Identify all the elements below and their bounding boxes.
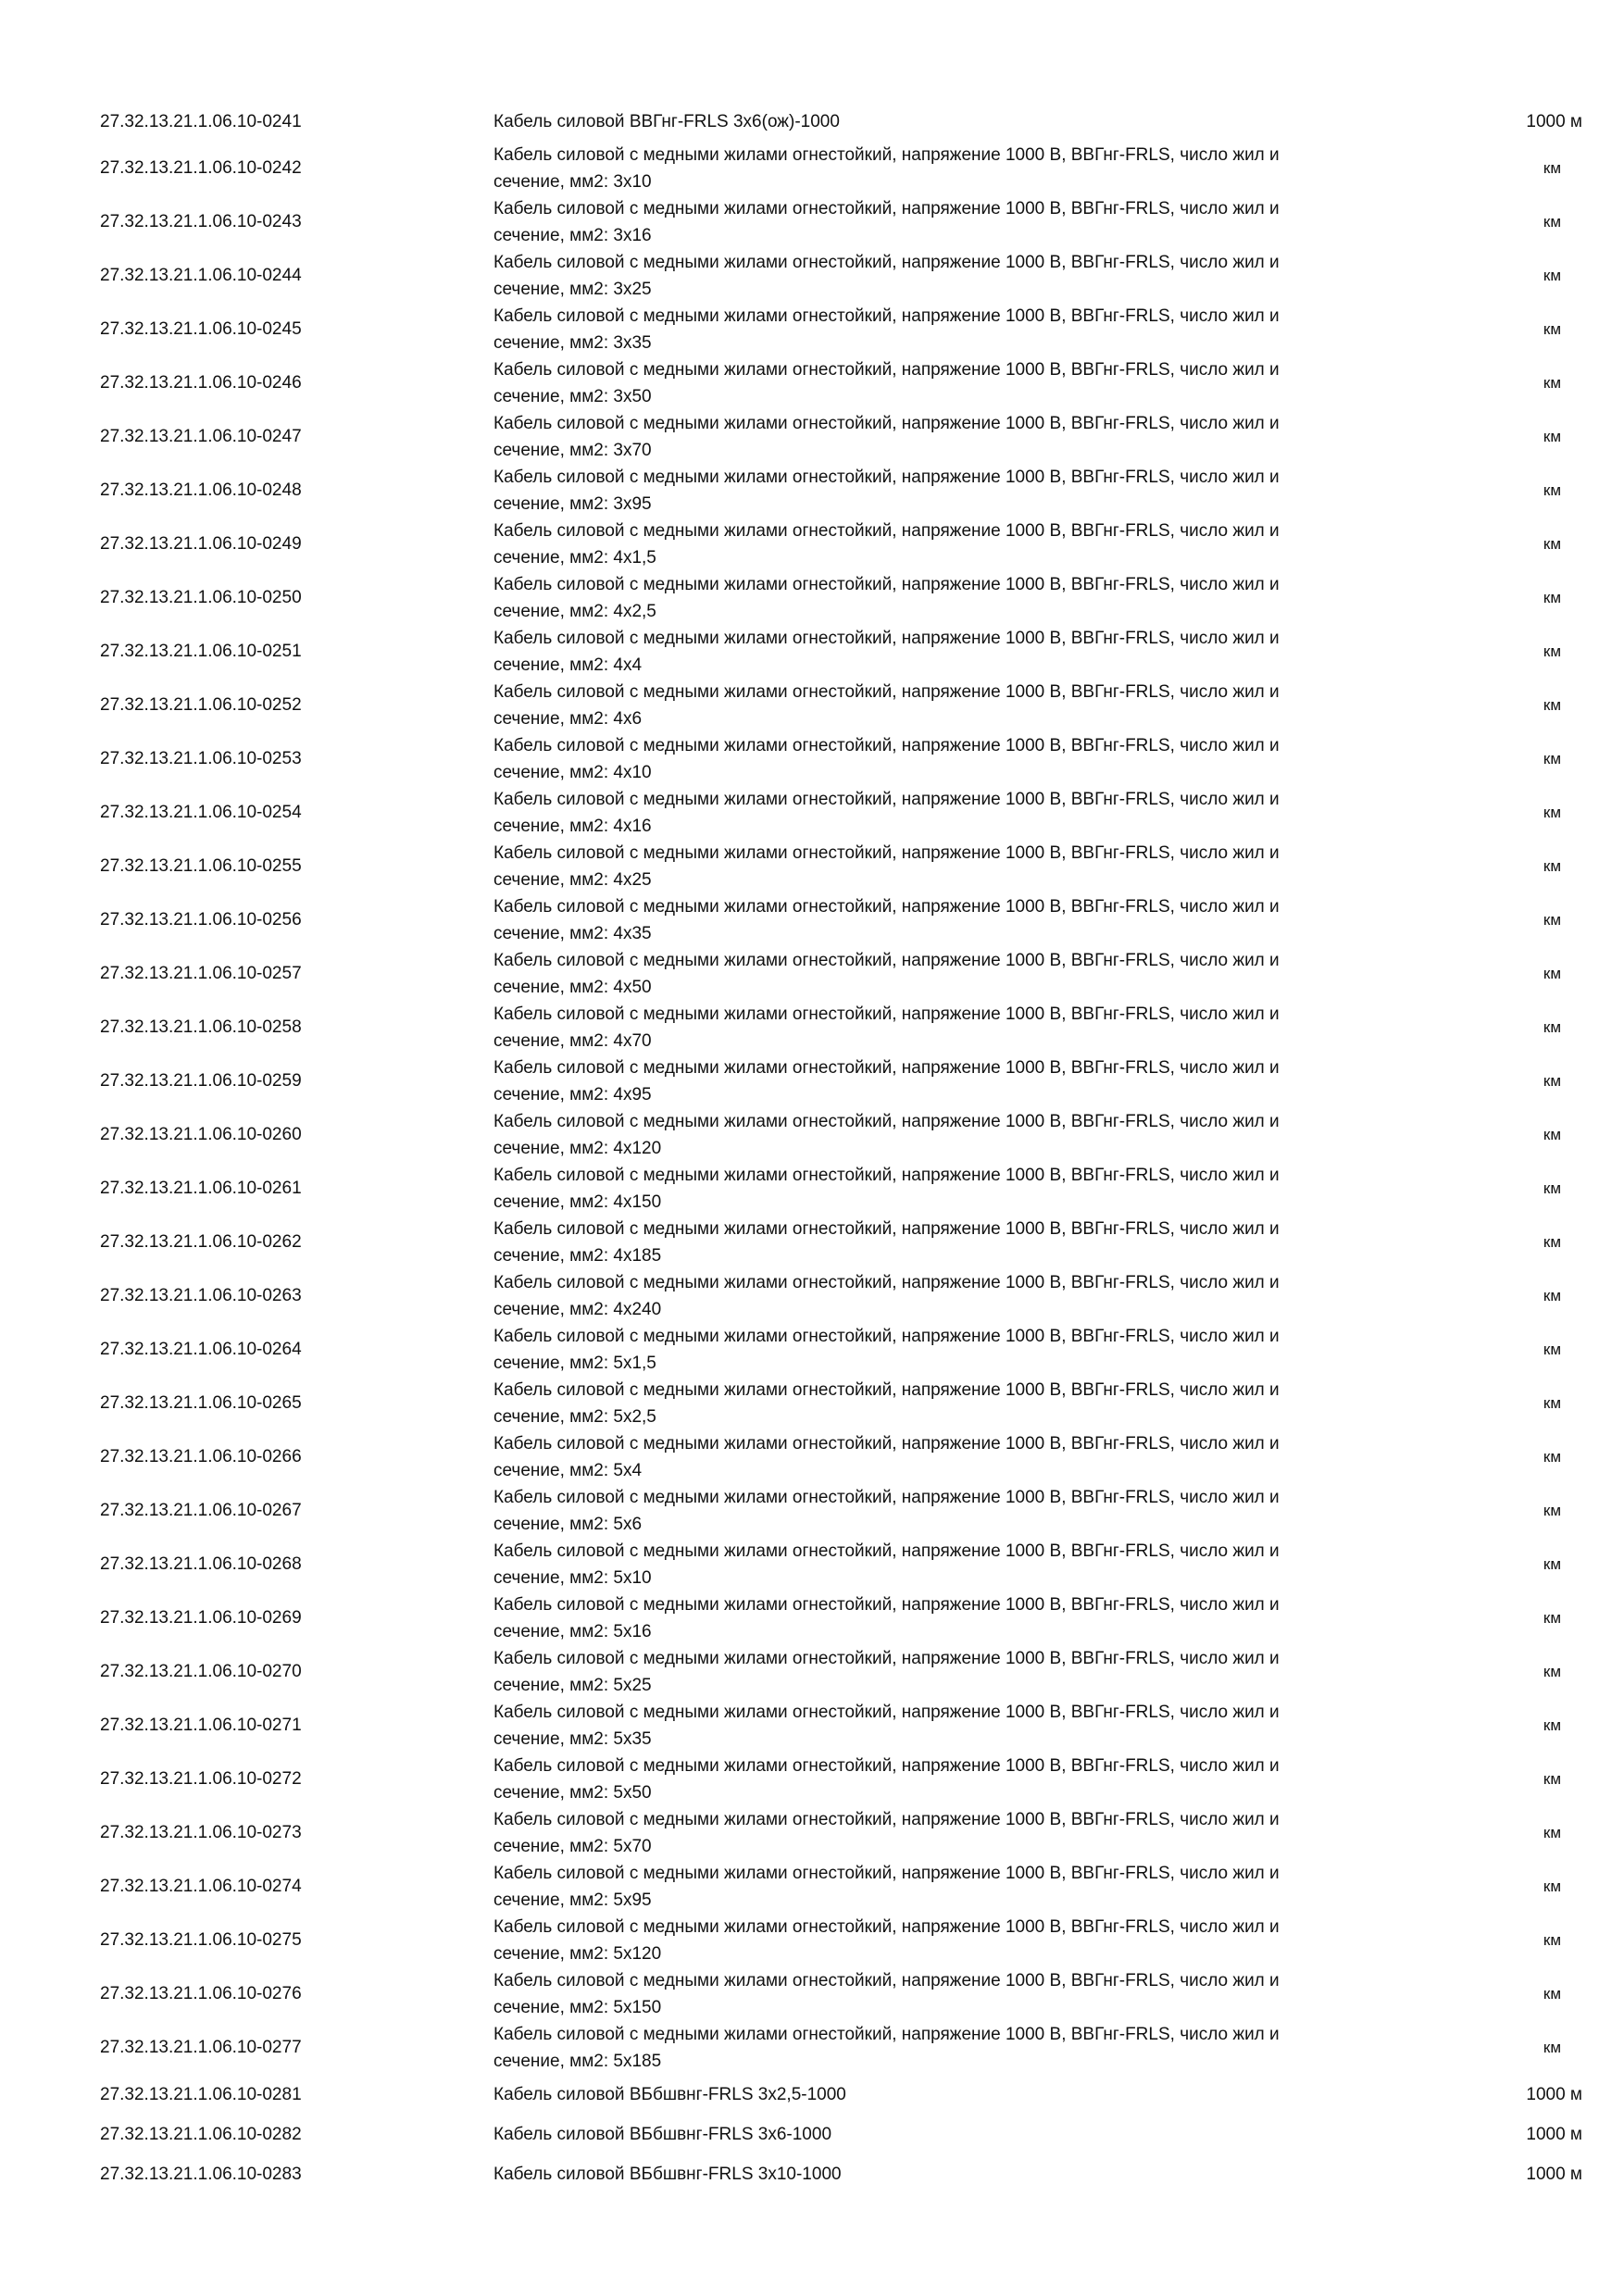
item-description-line: сечение, мм2: 5х6 [493,1515,643,1534]
item-code: 27.32.13.21.1.06.10-0242 [100,158,302,178]
item-code: 27.32.13.21.1.06.10-0267 [100,1501,302,1520]
item-code: 27.32.13.21.1.06.10-0264 [100,1340,302,1359]
item-description-line: сечение, мм2: 5х1,5 [493,1354,656,1373]
item-description [493,893,1419,947]
table-row [0,571,1624,625]
item-description-line: сечение, мм2: 4х150 [493,1192,662,1212]
table-row [0,1753,1624,1806]
item-description-line: Кабель силовой с медными жилами огнестойкий, напряжение 1000 В, ВВГнг-FRLS, число жил и [493,414,1280,433]
item-description-line: сечение, мм2: 4х2,5 [493,602,656,621]
item-unit: км [1543,1502,1561,1519]
item-description [493,303,1419,356]
item-code: 27.32.13.21.1.06.10-0263 [100,1286,302,1305]
item-unit: км [1543,1072,1561,1090]
item-description [493,1860,1419,1914]
item-description-line: сечение, мм2: 5х10 [493,1568,652,1588]
item-description-line: сечение, мм2: 4х16 [493,817,652,836]
item-unit: км [1543,965,1561,982]
table-row [0,947,1624,1001]
item-description-line: Кабель силовой с медными жилами огнестойкий, напряжение 1000 В, ВВГнг-FRLS, число жил и [493,1917,1280,1937]
table-row [0,1591,1624,1645]
item-description [493,840,1419,893]
item-description [493,142,1419,195]
item-description-line: Кабель силовой с медными жилами огнестойкий, напряжение 1000 В, ВВГнг-FRLS, число жил и [493,2025,1280,2044]
item-description-line: Кабель силовой с медными жилами огнестойкий, напряжение 1000 В, ВВГнг-FRLS, число жил и [493,1434,1280,1454]
item-description-line: Кабель силовой с медными жилами огнестойкий, напряжение 1000 В, ВВГнг-FRLS, число жил и [493,306,1280,326]
item-description [493,1377,1419,1430]
item-description-line: сечение, мм2: 4х10 [493,763,652,782]
item-description [493,195,1419,249]
table-row [0,679,1624,732]
item-unit: км [1543,1663,1561,1680]
table-row [0,2075,1624,2115]
item-code: 27.32.13.21.1.06.10-0246 [100,373,302,393]
item-description-line: сечение, мм2: 5х95 [493,1890,652,1910]
item-description [493,1806,1419,1860]
item-description-line: Кабель силовой с медными жилами огнестойкий, напряжение 1000 В, ВВГнг-FRLS, число жил и [493,1703,1280,1722]
item-code: 27.32.13.21.1.06.10-0283 [100,2165,302,2184]
table-row [0,1323,1624,1377]
table-row [0,786,1624,840]
item-description-line: Кабель силовой с медными жилами огнестойкий, напряжение 1000 В, ВВГнг-FRLS, число жил и [493,1810,1280,1829]
item-description [493,410,1419,464]
item-unit: км [1543,374,1561,392]
item-description-line: Кабель силовой с медными жилами огнестойкий, напряжение 1000 В, ВВГнг-FRLS, число жил и [493,1380,1280,1400]
item-description-line: Кабель силовой с медными жилами огнестойкий, напряжение 1000 В, ВВГнг-FRLS, число жил и [493,1971,1280,1990]
item-description-line: сечение, мм2: 5х120 [493,1944,662,1964]
item-code: 27.32.13.21.1.06.10-0273 [100,1823,302,1842]
item-description-line: Кабель силовой с медными жилами огнестойкий, напряжение 1000 В, ВВГнг-FRLS, число жил и [493,1166,1280,1185]
table-row [0,1860,1624,1914]
item-description [493,947,1419,1001]
item-code: 27.32.13.21.1.06.10-0261 [100,1179,302,1198]
item-description [493,625,1419,679]
item-description-line: сечение, мм2: 5х150 [493,1998,662,2017]
item-description-line: сечение, мм2: 4х4 [493,655,643,675]
item-unit: км [1543,1448,1561,1466]
table-row [0,2115,1624,2154]
table-row [0,1216,1624,1269]
item-description-line: сечение, мм2: 4х1,5 [493,548,656,568]
table-row [0,1484,1624,1538]
item-description-line: Кабель силовой ВБбшвнг-FRLS 3х2,5-1000 [493,2085,846,2104]
item-code: 27.32.13.21.1.06.10-0245 [100,319,302,339]
item-code: 27.32.13.21.1.06.10-0274 [100,1877,302,1896]
item-description [493,1269,1419,1323]
item-description [493,1430,1419,1484]
item-code: 27.32.13.21.1.06.10-0252 [100,695,302,715]
item-description-line: Кабель силовой с медными жилами огнестойкий, напряжение 1000 В, ВВГнг-FRLS, число жил и [493,1058,1280,1078]
item-description-line: сечение, мм2: 4х240 [493,1300,662,1319]
table-row [0,1377,1624,1430]
item-description-line: сечение, мм2: 5х16 [493,1622,652,1641]
item-code: 27.32.13.21.1.06.10-0271 [100,1716,302,1735]
item-description-line: сечение, мм2: 4х25 [493,870,652,890]
table-row [0,1430,1624,1484]
item-description-line: Кабель силовой с медными жилами огнестойкий, напряжение 1000 В, ВВГнг-FRLS, число жил и [493,1004,1280,1024]
item-description-line: сечение, мм2: 5х50 [493,1783,652,1803]
item-description-line: сечение, мм2: 5х70 [493,1837,652,1856]
item-description-line: сечение, мм2: 3х50 [493,387,652,406]
item-description-line: сечение, мм2: 5х185 [493,2052,662,2071]
item-unit: 1000 м [1526,2085,1582,2104]
item-description [493,1054,1419,1108]
item-description-line: Кабель силовой с медными жилами огнестойкий, напряжение 1000 В, ВВГнг-FRLS, число жил и [493,468,1280,487]
item-code: 27.32.13.21.1.06.10-0262 [100,1232,302,1252]
item-description-line: сечение, мм2: 3х25 [493,280,652,299]
item-description-line: сечение, мм2: 4х185 [493,1246,662,1266]
item-description-line: Кабель силовой с медными жилами огнестойкий, напряжение 1000 В, ВВГнг-FRLS, число жил и [493,1756,1280,1776]
item-unit: км [1543,1287,1561,1304]
item-code: 27.32.13.21.1.06.10-0257 [100,964,302,983]
table-row [0,1162,1624,1216]
item-unit: км [1543,1878,1561,1895]
item-description-line: сечение, мм2: 3х95 [493,494,652,514]
table-row [0,2021,1624,2075]
table-row [0,732,1624,786]
item-description-line: Кабель силовой с медными жилами огнестойкий, напряжение 1000 В, ВВГнг-FRLS, число жил и [493,253,1280,272]
table-row [0,142,1624,195]
item-code: 27.32.13.21.1.06.10-0248 [100,480,302,500]
item-description-line: сечение, мм2: 4х6 [493,709,643,729]
table-row [0,1806,1624,1860]
item-description-line: Кабель силовой с медными жилами огнестойкий, напряжение 1000 В, ВВГнг-FRLS, число жил и [493,521,1280,541]
item-code: 27.32.13.21.1.06.10-0268 [100,1554,302,1574]
item-unit: км [1543,1716,1561,1734]
table-row [0,518,1624,571]
item-description-line: Кабель силовой с медными жилами огнестойкий, напряжение 1000 В, ВВГнг-FRLS, число жил и [493,1273,1280,1292]
item-code: 27.32.13.21.1.06.10-0243 [100,212,302,231]
item-unit: км [1543,1018,1561,1036]
item-description [493,1699,1419,1753]
item-unit: км [1543,857,1561,875]
item-unit: км [1543,159,1561,177]
item-code: 27.32.13.21.1.06.10-0254 [100,803,302,822]
item-description-line: Кабель силовой с медными жилами огнестойкий, напряжение 1000 В, ВВГнг-FRLS, число жил и [493,790,1280,809]
item-description-line: Кабель силовой с медными жилами огнестойкий, напряжение 1000 В, ВВГнг-FRLS, число жил и [493,1649,1280,1668]
table-row [0,1054,1624,1108]
item-description [493,1645,1419,1699]
table-row [0,1645,1624,1699]
item-description [493,108,1419,135]
item-unit: км [1543,1394,1561,1412]
item-description-line: Кабель силовой с медными жилами огнестойкий, напряжение 1000 В, ВВГнг-FRLS, число жил и [493,145,1280,165]
item-code: 27.32.13.21.1.06.10-0282 [100,2125,302,2144]
item-description-line: Кабель силовой с медными жилами огнестойкий, напряжение 1000 В, ВВГнг-FRLS, число жил и [493,629,1280,648]
item-description-line: Кабель силовой ВБбшвнг-FRLS 3х10-1000 [493,2165,842,2184]
item-description-line: Кабель силовой с медными жилами огнестойкий, напряжение 1000 В, ВВГнг-FRLS, число жил и [493,682,1280,702]
table-row [0,410,1624,464]
item-code: 27.32.13.21.1.06.10-0275 [100,1930,302,1950]
item-code: 27.32.13.21.1.06.10-0255 [100,856,302,876]
item-description [493,1591,1419,1645]
table-row [0,464,1624,518]
item-description-line: Кабель силовой с медными жилами огнестойкий, напряжение 1000 В, ВВГнг-FRLS, число жил и [493,736,1280,755]
item-description-line: сечение, мм2: 4х50 [493,978,652,997]
item-description-line: Кабель силовой с медными жилами огнестойкий, напряжение 1000 В, ВВГнг-FRLS, число жил и [493,1219,1280,1239]
item-unit: км [1543,428,1561,445]
item-unit: км [1543,1233,1561,1251]
item-description-line: сечение, мм2: 4х120 [493,1139,662,1158]
item-description-line: сечение, мм2: 3х10 [493,172,652,192]
item-description [493,1216,1419,1269]
item-description-line: Кабель силовой с медными жилами огнестойкий, напряжение 1000 В, ВВГнг-FRLS, число жил и [493,1327,1280,1346]
item-description-line: Кабель силовой с медными жилами огнестойкий, напряжение 1000 В, ВВГнг-FRLS, число жил и [493,575,1280,594]
item-description-line: сечение, мм2: 3х70 [493,441,652,460]
item-description-line: сечение, мм2: 5х25 [493,1676,652,1695]
item-description [493,2161,1419,2188]
item-code: 27.32.13.21.1.06.10-0270 [100,1662,302,1681]
item-description-line: Кабель силовой с медными жилами огнестойкий, напряжение 1000 В, ВВГнг-FRLS, число жил и [493,1595,1280,1615]
item-description-line: Кабель силовой ВБбшвнг-FRLS 3х6-1000 [493,2125,832,2144]
item-unit: 1000 м [1526,2125,1582,2144]
item-unit: км [1543,535,1561,553]
item-unit: км [1543,2039,1561,2056]
item-unit: км [1543,1931,1561,1949]
item-description-line: сечение, мм2: 4х35 [493,924,652,943]
item-description [493,1001,1419,1054]
item-code: 27.32.13.21.1.06.10-0241 [100,112,302,131]
item-code: 27.32.13.21.1.06.10-0256 [100,910,302,930]
item-description [493,1914,1419,1967]
item-code: 27.32.13.21.1.06.10-0253 [100,749,302,768]
item-unit: км [1543,1126,1561,1143]
item-code: 27.32.13.21.1.06.10-0269 [100,1608,302,1628]
item-description-line: Кабель силовой с медными жилами огнестойкий, напряжение 1000 В, ВВГнг-FRLS, число жил и [493,951,1280,970]
item-description-line: Кабель силовой с медными жилами огнестойкий, напряжение 1000 В, ВВГнг-FRLS, число жил и [493,360,1280,380]
item-code: 27.32.13.21.1.06.10-0277 [100,2038,302,2057]
item-description [493,1323,1419,1377]
item-description-line: Кабель силовой с медными жилами огнестойкий, напряжение 1000 В, ВВГнг-FRLS, число жил и [493,1864,1280,1883]
table-row [0,249,1624,303]
item-unit: км [1543,804,1561,821]
table-row [0,840,1624,893]
item-description-line: Кабель силовой с медными жилами огнестойкий, напряжение 1000 В, ВВГнг-FRLS, число жил и [493,199,1280,218]
item-description-line: Кабель силовой с медными жилами огнестойкий, напряжение 1000 В, ВВГнг-FRLS, число жил и [493,1112,1280,1131]
item-code: 27.32.13.21.1.06.10-0272 [100,1769,302,1789]
table-row [0,1699,1624,1753]
item-description-line: Кабель силовой с медными жилами огнестойкий, напряжение 1000 В, ВВГнг-FRLS, число жил и [493,1541,1280,1561]
item-description [493,2021,1419,2075]
item-unit: км [1543,320,1561,338]
item-description-line: сечение, мм2: 5х2,5 [493,1407,656,1427]
table-row [0,1914,1624,1967]
item-description-line: Кабель силовой с медными жилами огнестойкий, напряжение 1000 В, ВВГнг-FRLS, число жил и [493,1488,1280,1507]
table-row [0,1538,1624,1591]
item-description [493,464,1419,518]
table-row [0,2154,1624,2194]
item-description [493,1484,1419,1538]
item-code: 27.32.13.21.1.06.10-0244 [100,266,302,285]
item-description [493,1753,1419,1806]
table-row [0,1269,1624,1323]
item-unit: км [1543,911,1561,929]
item-description-line: Кабель силовой с медными жилами огнестойкий, напряжение 1000 В, ВВГнг-FRLS, число жил и [493,897,1280,917]
table-row [0,1967,1624,2021]
item-code: 27.32.13.21.1.06.10-0281 [100,2085,302,2104]
item-unit: км [1543,696,1561,714]
item-description [493,249,1419,303]
item-description-line: сечение, мм2: 3х16 [493,226,652,245]
item-description [493,1162,1419,1216]
item-code: 27.32.13.21.1.06.10-0247 [100,427,302,446]
item-unit: км [1543,643,1561,660]
item-code: 27.32.13.21.1.06.10-0259 [100,1071,302,1091]
item-description-line: Кабель силовой с медными жилами огнестойкий, напряжение 1000 В, ВВГнг-FRLS, число жил и [493,843,1280,863]
item-unit: 1000 м [1526,112,1582,131]
item-description [493,2121,1419,2148]
item-unit: км [1543,1824,1561,1841]
item-code: 27.32.13.21.1.06.10-0266 [100,1447,302,1466]
item-description [493,571,1419,625]
item-unit: км [1543,1341,1561,1358]
item-unit: км [1543,750,1561,767]
item-description [493,1967,1419,2021]
table-row [0,893,1624,947]
item-description [493,356,1419,410]
item-description-line: сечение, мм2: 5х35 [493,1729,652,1749]
table-row [0,102,1624,142]
item-description-line: сечение, мм2: 4х95 [493,1085,652,1104]
table-row [0,1108,1624,1162]
item-code: 27.32.13.21.1.06.10-0276 [100,1984,302,2003]
item-unit: км [1543,1179,1561,1197]
item-description-line: Кабель силовой ВВГнг-FRLS 3х6(ож)-1000 [493,112,840,131]
table-row [0,195,1624,249]
item-description [493,1538,1419,1591]
item-unit: км [1543,267,1561,284]
table-row [0,303,1624,356]
item-unit: км [1543,589,1561,606]
item-description-line: сечение, мм2: 5х4 [493,1461,643,1480]
item-code: 27.32.13.21.1.06.10-0249 [100,534,302,554]
item-code: 27.32.13.21.1.06.10-0258 [100,1017,302,1037]
item-unit: км [1543,481,1561,499]
table-row [0,625,1624,679]
item-description [493,1108,1419,1162]
item-description-line: сечение, мм2: 3х35 [493,333,652,353]
item-unit: км [1543,213,1561,231]
item-code: 27.32.13.21.1.06.10-0250 [100,588,302,607]
item-description [493,679,1419,732]
item-unit: км [1543,1555,1561,1573]
item-description [493,732,1419,786]
item-code: 27.32.13.21.1.06.10-0260 [100,1125,302,1144]
item-unit: км [1543,1985,1561,2003]
item-description [493,518,1419,571]
item-unit: 1000 м [1526,2165,1582,2184]
item-description-line: сечение, мм2: 4х70 [493,1031,652,1051]
item-unit: км [1543,1609,1561,1627]
item-unit: км [1543,1770,1561,1788]
item-description [493,786,1419,840]
table-row [0,356,1624,410]
item-description [493,2081,1419,2108]
table-row [0,1001,1624,1054]
item-code: 27.32.13.21.1.06.10-0251 [100,642,302,661]
item-code: 27.32.13.21.1.06.10-0265 [100,1393,302,1413]
